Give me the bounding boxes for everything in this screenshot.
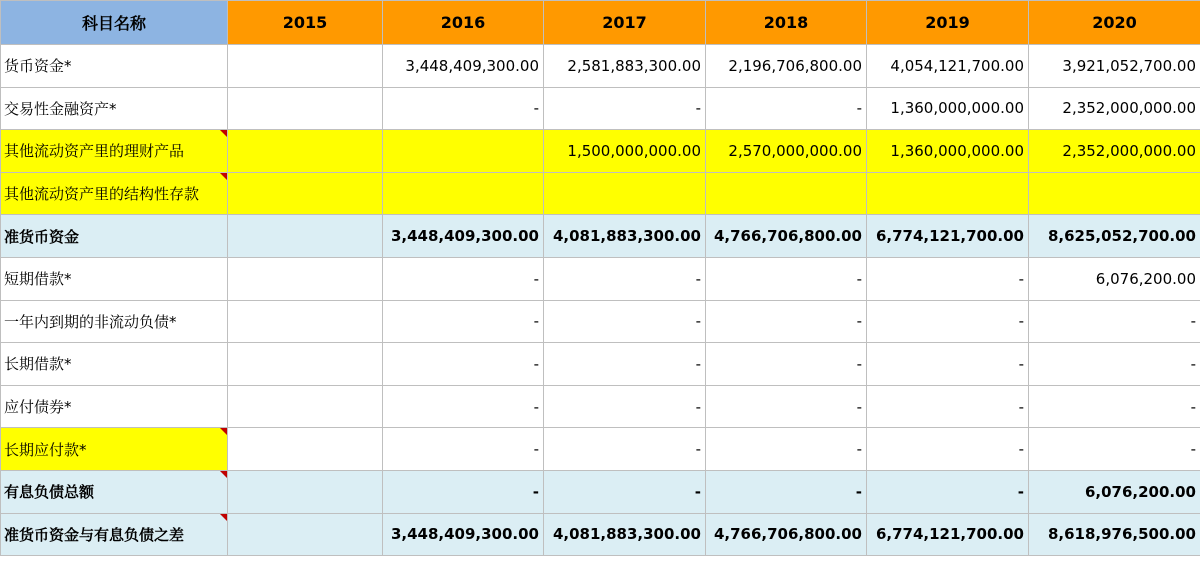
row-label-cell[interactable] <box>1 130 228 173</box>
value-cell[interactable]: 1,360,000,000.00 <box>867 130 1029 173</box>
value-cell[interactable]: - <box>544 300 706 343</box>
value-cell[interactable]: 8,625,052,700.00 <box>1029 215 1200 258</box>
value-cell[interactable]: - <box>383 343 544 386</box>
value-cell[interactable]: - <box>867 428 1029 471</box>
comment-marker-icon[interactable] <box>220 173 227 180</box>
value-cell[interactable] <box>228 300 383 343</box>
value-cell[interactable]: - <box>706 257 867 300</box>
value-cell[interactable]: 4,766,706,800.00 <box>706 513 867 556</box>
value-cell[interactable]: - <box>706 428 867 471</box>
value-cell[interactable]: 6,774,121,700.00 <box>867 513 1029 556</box>
row-label-cell[interactable]: 应付债券* <box>1 385 228 428</box>
value-cell[interactable] <box>544 172 706 215</box>
comment-marker-icon[interactable] <box>220 514 227 521</box>
value-cell[interactable]: 2,352,000,000.00 <box>1029 87 1200 130</box>
value-cell[interactable]: 4,054,121,700.00 <box>867 45 1029 88</box>
value-cell[interactable] <box>706 172 867 215</box>
value-cell[interactable] <box>867 172 1029 215</box>
row-label-text: 长期应付款* <box>4 440 87 459</box>
table-row-highlighted <box>1 130 1200 173</box>
value-cell[interactable]: - <box>383 385 544 428</box>
row-label-cell[interactable] <box>1 428 228 471</box>
row-label-text: 准货币资金与有息负债之差 <box>4 525 185 544</box>
value-cell[interactable]: - <box>1029 343 1200 386</box>
subtotal-row <box>1 470 1200 513</box>
value-cell[interactable]: 6,076,200.00 <box>1029 470 1200 513</box>
value-cell[interactable]: - <box>1029 385 1200 428</box>
value-cell[interactable] <box>228 513 383 556</box>
value-cell[interactable] <box>228 257 383 300</box>
comment-marker-icon[interactable] <box>220 428 227 435</box>
value-cell[interactable] <box>228 45 383 88</box>
value-cell[interactable]: 6,076,200.00 <box>1029 257 1200 300</box>
value-cell[interactable]: - <box>706 300 867 343</box>
comment-marker-icon[interactable] <box>220 471 227 478</box>
value-cell[interactable]: - <box>867 385 1029 428</box>
value-cell[interactable]: 1,500,000,000.00 <box>544 130 706 173</box>
value-cell[interactable]: - <box>383 300 544 343</box>
value-cell[interactable]: 3,448,409,300.00 <box>383 215 544 258</box>
row-label-cell[interactable]: 一年内到期的非流动负债* <box>1 300 228 343</box>
subtotal-row <box>1 215 1200 258</box>
header-name-cell[interactable]: 科目名称 <box>1 1 228 45</box>
value-cell[interactable]: - <box>867 257 1029 300</box>
row-label-cell[interactable] <box>1 470 228 513</box>
value-cell[interactable] <box>383 172 544 215</box>
value-cell[interactable]: - <box>706 87 867 130</box>
value-cell[interactable]: - <box>544 428 706 471</box>
value-cell[interactable]: - <box>544 385 706 428</box>
table-row <box>1 300 1200 343</box>
value-cell[interactable]: 6,774,121,700.00 <box>867 215 1029 258</box>
value-cell[interactable] <box>1029 172 1200 215</box>
value-cell[interactable]: 4,081,883,300.00 <box>544 513 706 556</box>
table-row <box>1 45 1200 88</box>
row-label-cell[interactable]: 长期借款* <box>1 343 228 386</box>
value-cell[interactable]: 3,448,409,300.00 <box>383 513 544 556</box>
value-cell[interactable]: 4,766,706,800.00 <box>706 215 867 258</box>
row-label-cell[interactable]: 货币资金* <box>1 45 228 88</box>
value-cell[interactable] <box>228 428 383 471</box>
row-label-cell[interactable] <box>1 513 228 556</box>
row-label-cell[interactable]: 交易性金融资产* <box>1 87 228 130</box>
header-year-2020[interactable]: 2020 <box>1029 1 1200 45</box>
value-cell[interactable]: - <box>867 470 1029 513</box>
value-cell[interactable]: - <box>383 87 544 130</box>
value-cell[interactable] <box>228 87 383 130</box>
value-cell[interactable]: - <box>544 343 706 386</box>
value-cell[interactable]: 2,352,000,000.00 <box>1029 130 1200 173</box>
value-cell[interactable]: - <box>867 300 1029 343</box>
value-cell[interactable]: - <box>867 343 1029 386</box>
table-row-highlighted <box>1 172 1200 215</box>
value-cell[interactable] <box>228 343 383 386</box>
value-cell[interactable] <box>383 130 544 173</box>
row-label-cell[interactable]: 准货币资金 <box>1 215 228 258</box>
value-cell[interactable]: - <box>383 470 544 513</box>
total-row <box>1 513 1200 556</box>
value-cell[interactable]: - <box>544 470 706 513</box>
value-cell[interactable] <box>228 385 383 428</box>
value-cell[interactable]: - <box>706 385 867 428</box>
header-year-2019[interactable]: 2019 <box>867 1 1029 45</box>
row-label-text: 其他流动资产里的理财产品 <box>4 142 185 161</box>
row-label-cell[interactable] <box>1 172 228 215</box>
table-row <box>1 343 1200 386</box>
value-cell[interactable] <box>228 215 383 258</box>
value-cell[interactable]: 2,570,000,000.00 <box>706 130 867 173</box>
table-row <box>1 385 1200 428</box>
header-year-2016[interactable]: 2016 <box>383 1 544 45</box>
value-cell[interactable]: 3,448,409,300.00 <box>383 45 544 88</box>
value-cell[interactable] <box>228 172 383 215</box>
table-row <box>1 87 1200 130</box>
value-cell[interactable]: - <box>1029 300 1200 343</box>
value-cell[interactable]: - <box>383 428 544 471</box>
value-cell[interactable]: - <box>706 470 867 513</box>
table-row <box>1 428 1200 471</box>
value-cell[interactable]: - <box>383 257 544 300</box>
header-row <box>1 1 1200 45</box>
table-row <box>1 257 1200 300</box>
row-label-cell[interactable]: 短期借款* <box>1 257 228 300</box>
value-cell[interactable]: - <box>1029 428 1200 471</box>
value-cell[interactable]: - <box>544 87 706 130</box>
value-cell[interactable]: 8,618,976,500.00 <box>1029 513 1200 556</box>
header-year-2017[interactable]: 2017 <box>544 1 706 45</box>
value-cell[interactable]: 3,921,052,700.00 <box>1029 45 1200 88</box>
header-year-2018[interactable]: 2018 <box>706 1 867 45</box>
value-cell[interactable]: 1,360,000,000.00 <box>867 87 1029 130</box>
value-cell[interactable]: 4,081,883,300.00 <box>544 215 706 258</box>
row-label-text: 其他流动资产里的结构性存款 <box>4 185 200 204</box>
value-cell[interactable]: 2,581,883,300.00 <box>544 45 706 88</box>
value-cell[interactable]: 2,196,706,800.00 <box>706 45 867 88</box>
value-cell[interactable] <box>228 130 383 173</box>
value-cell[interactable]: - <box>706 343 867 386</box>
header-year-2015[interactable]: 2015 <box>228 1 383 45</box>
row-label-text: 有息负债总额 <box>4 483 95 502</box>
value-cell[interactable] <box>228 470 383 513</box>
value-cell[interactable]: - <box>544 257 706 300</box>
comment-marker-icon[interactable] <box>220 130 227 137</box>
